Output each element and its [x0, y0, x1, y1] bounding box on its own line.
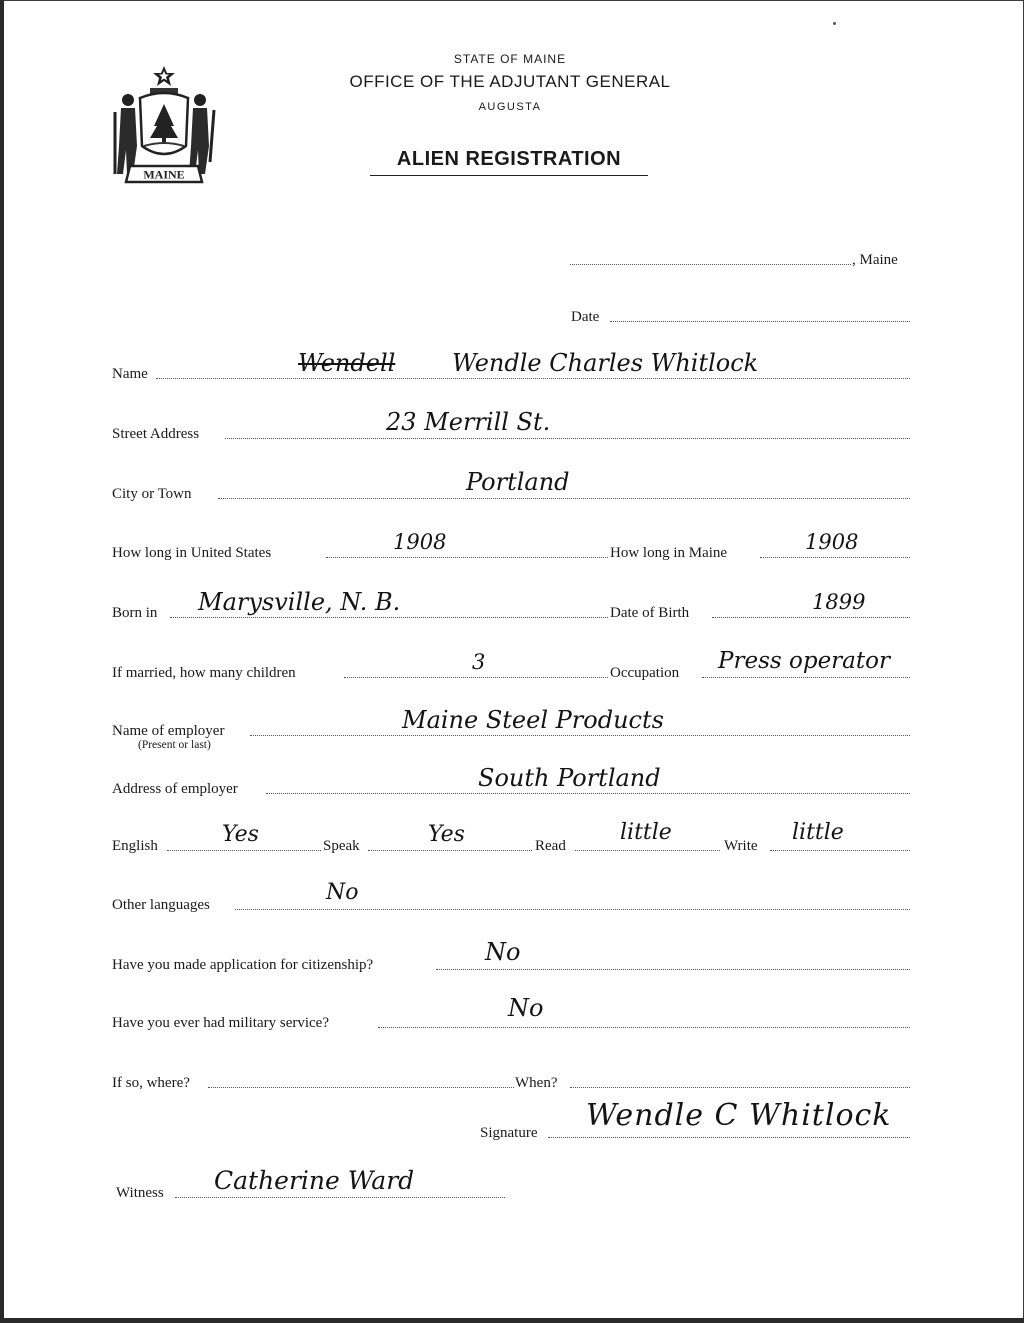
signature-label: Signature [480, 1125, 538, 1141]
how-long-maine-value: 1908 [805, 530, 859, 554]
read-label: Read [535, 838, 566, 854]
born-in-value: Marysville, N. B. [198, 588, 401, 616]
witness-label: Witness [116, 1185, 164, 1201]
english-value: Yes [222, 822, 259, 847]
other-languages-line[interactable] [235, 909, 910, 910]
how-long-maine-label: How long in Maine [610, 545, 728, 561]
form-title: ALIEN REGISTRATION [370, 148, 648, 176]
how-long-maine-line[interactable] [760, 557, 910, 558]
read-value: little [620, 820, 672, 845]
scan-edge-bottom [0, 1318, 1024, 1323]
street-address-value: 23 Merrill St. [386, 408, 551, 436]
military-label: Have you ever had military service? [112, 1015, 329, 1031]
city-label: City or Town [112, 486, 192, 502]
street-address-line[interactable] [225, 438, 910, 439]
speak-label: Speak [323, 838, 360, 854]
when-label: When? [515, 1075, 558, 1091]
employer-address-value: South Portland [478, 764, 661, 792]
employer-address-line[interactable] [266, 793, 910, 794]
employer-name-label: Name of employer [112, 723, 225, 739]
born-in-label: Born in [112, 605, 158, 621]
citizenship-label: Have you made application for citizenship? [112, 957, 374, 973]
write-value: little [792, 820, 844, 845]
name-struck-value: Wendell [298, 349, 396, 377]
speak-line[interactable] [368, 850, 532, 851]
city-value: Portland [466, 468, 570, 496]
date-of-birth-line[interactable] [712, 617, 910, 618]
occupation-line[interactable] [702, 677, 910, 678]
english-line[interactable] [167, 850, 321, 851]
english-label: English [112, 838, 158, 854]
city-line[interactable] [218, 498, 910, 499]
date-label: Date [571, 309, 600, 325]
where-label: If so, where? [112, 1075, 190, 1091]
seal-banner-text: MAINE [143, 167, 185, 182]
maine-state-seal-icon [106, 62, 222, 188]
write-line[interactable] [770, 850, 910, 851]
how-long-us-line[interactable] [326, 557, 608, 558]
when-line[interactable] [570, 1087, 910, 1088]
name-line[interactable] [156, 378, 910, 379]
employer-address-label: Address of employer [112, 781, 238, 797]
employer-name-value: Maine Steel Products [402, 706, 664, 734]
occupation-label: Occupation [610, 665, 680, 681]
citizenship-line[interactable] [436, 969, 910, 970]
born-in-line[interactable] [170, 617, 608, 618]
employer-name-line[interactable] [250, 735, 910, 736]
children-label: If married, how many children [112, 665, 296, 681]
military-value: No [508, 994, 544, 1022]
witness-line[interactable] [175, 1197, 505, 1198]
citizenship-value: No [485, 938, 521, 966]
date-line[interactable] [610, 321, 910, 322]
speak-value: Yes [428, 822, 465, 847]
other-languages-value: No [326, 880, 359, 905]
city-heading: AUGUSTA [478, 101, 542, 113]
children-value: 3 [472, 650, 486, 674]
how-long-us-label: How long in United States [112, 545, 272, 561]
children-line[interactable] [344, 677, 608, 678]
write-label: Write [724, 838, 758, 854]
date-of-birth-value: 1899 [812, 590, 866, 614]
signature-line[interactable] [548, 1137, 910, 1138]
read-line[interactable] [575, 850, 720, 851]
maine-label: , Maine [852, 252, 898, 268]
scan-speck [833, 22, 836, 25]
occupation-value: Press operator [718, 648, 890, 674]
witness-value: Catherine Ward [214, 1166, 415, 1195]
name-label: Name [112, 366, 148, 382]
signature-value: Wendle C Whitlock [586, 1098, 892, 1133]
state-heading: STATE OF MAINE [453, 52, 567, 66]
other-languages-label: Other languages [112, 897, 210, 913]
how-long-us-value: 1908 [393, 530, 447, 554]
where-line[interactable] [208, 1087, 514, 1088]
office-heading: OFFICE OF THE ADJUTANT GENERAL [349, 72, 671, 91]
street-address-label: Street Address [112, 426, 200, 442]
date-of-birth-label: Date of Birth [610, 605, 690, 621]
employer-name-note: (Present or last) [138, 739, 211, 751]
place-line[interactable] [570, 264, 851, 265]
name-value: Wendle Charles Whitlock [452, 349, 759, 377]
military-line[interactable] [378, 1027, 910, 1028]
scan-edge-left [0, 0, 4, 1323]
